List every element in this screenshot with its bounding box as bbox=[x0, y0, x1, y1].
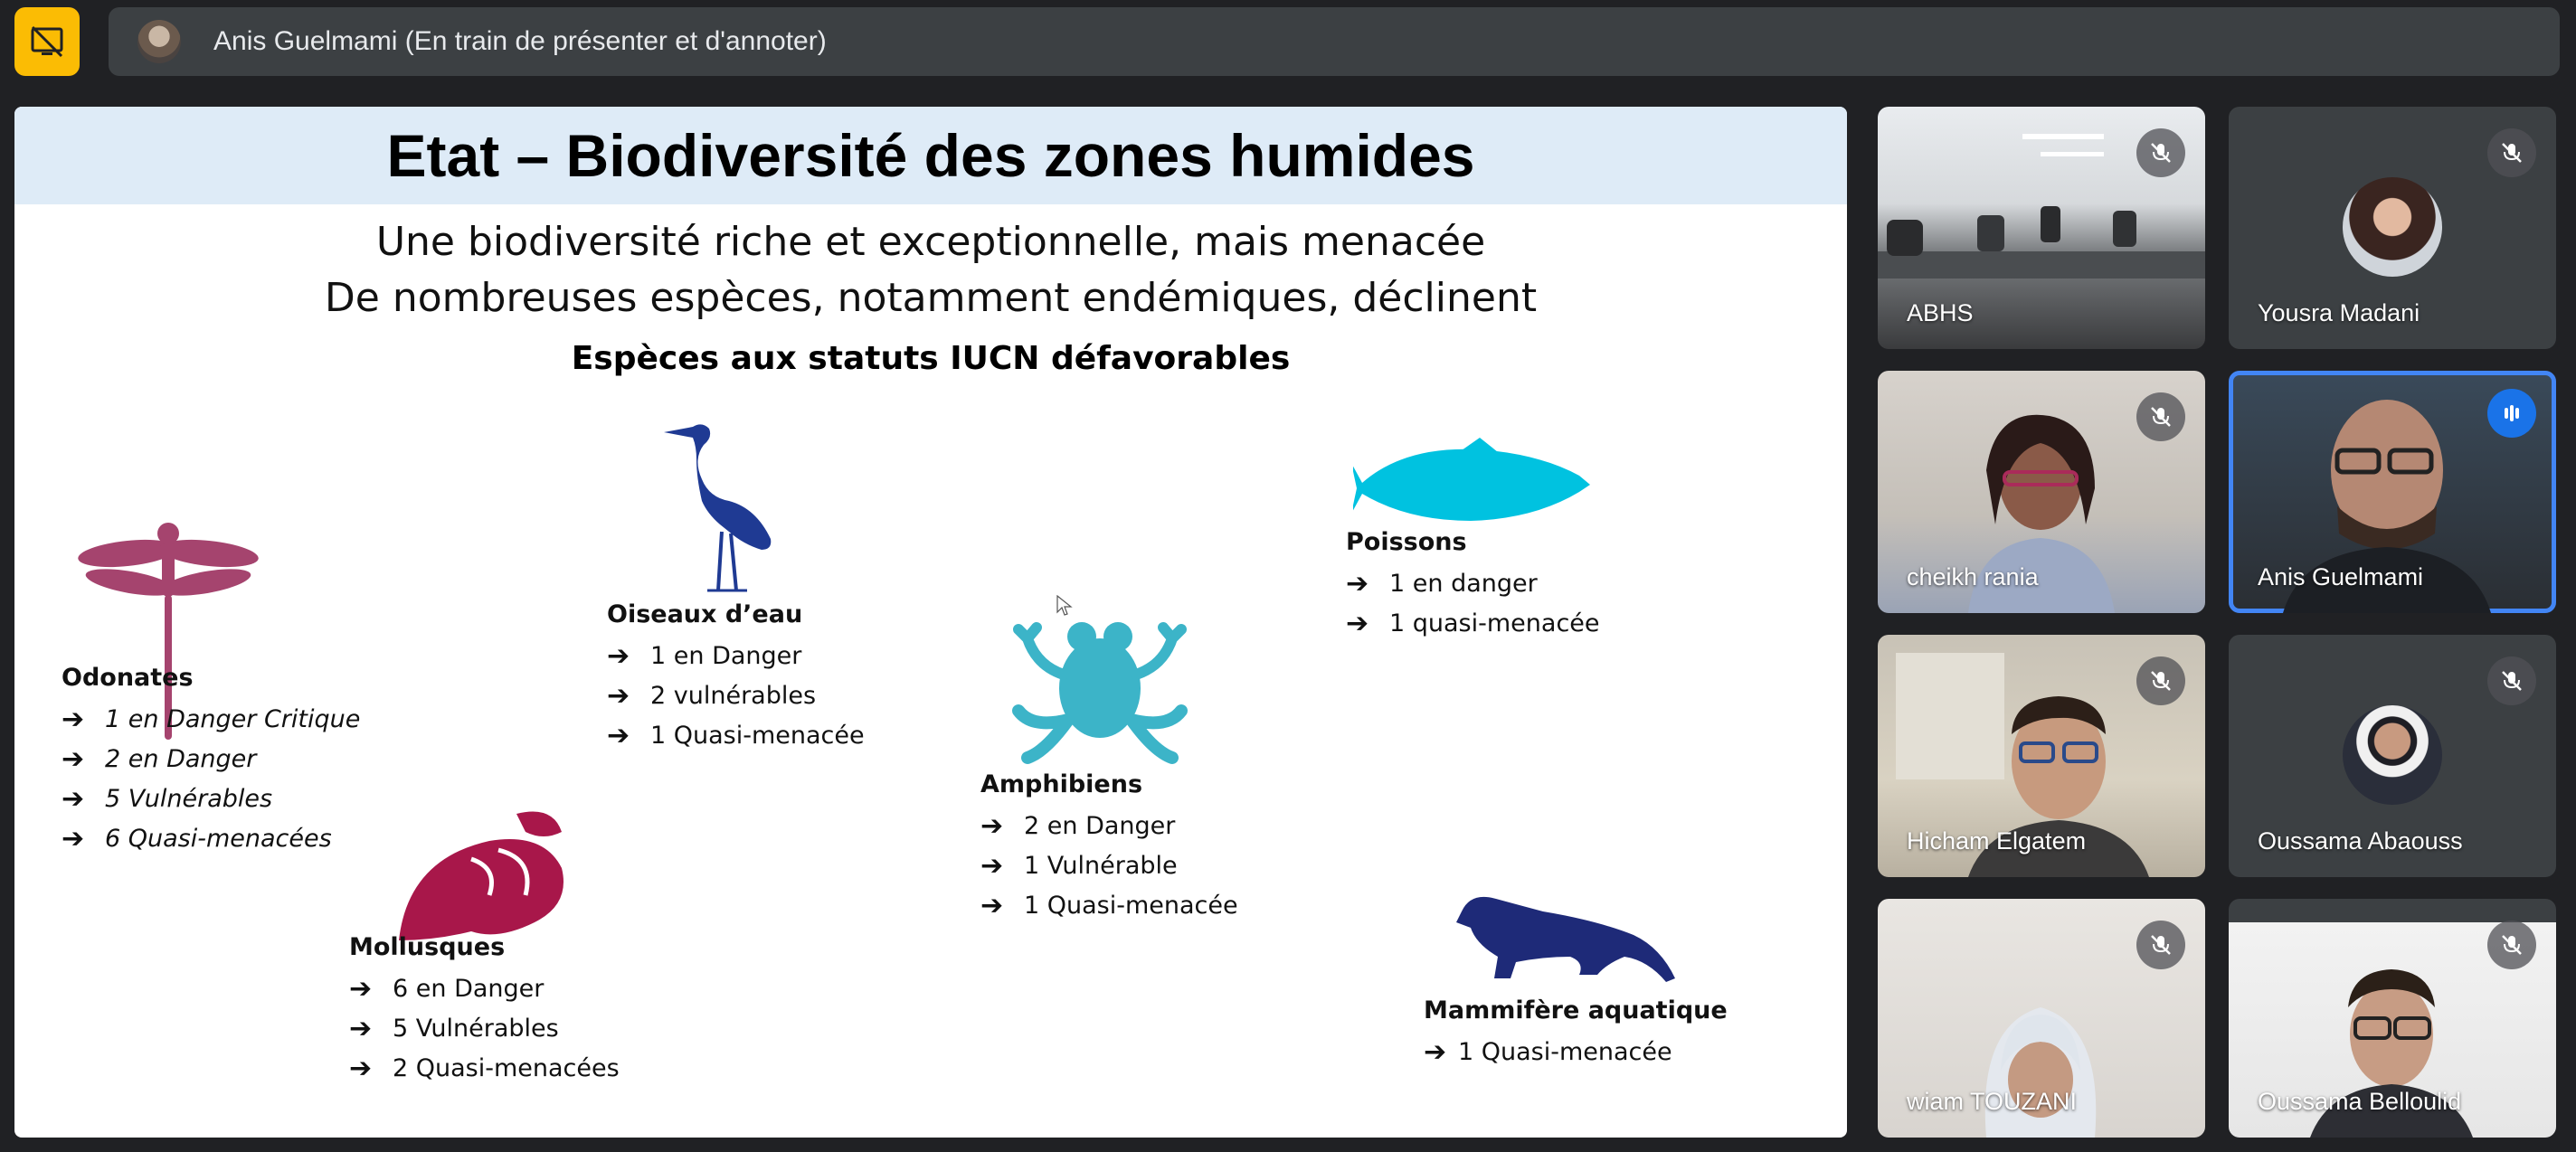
participant-name: Oussama Abaouss bbox=[2258, 827, 2463, 855]
participant-name: Hicham Elgatem bbox=[1907, 827, 2087, 855]
group-title: Mammifère aquatique bbox=[1424, 996, 1728, 1025]
avatar bbox=[2343, 177, 2442, 277]
mollusc-icon bbox=[381, 805, 580, 949]
muted-mic-icon bbox=[2487, 656, 2536, 705]
participant-name: wiam TOUZANI bbox=[1907, 1088, 2078, 1115]
group-odonates bbox=[62, 664, 405, 858]
list-item: ➔ 1 en danger bbox=[1346, 567, 1538, 600]
fish-icon bbox=[1353, 438, 1597, 537]
stop-presenting-icon bbox=[29, 24, 65, 60]
list-item: ➔ 1 Quasi-menacée bbox=[980, 889, 1238, 921]
list-item: ➔ 6 en Danger bbox=[349, 972, 545, 1005]
group-title: Mollusques bbox=[349, 933, 506, 961]
list-item: ➔ 2 en Danger bbox=[62, 742, 257, 775]
avatar bbox=[2343, 705, 2442, 805]
slide-subtitle-2: De nombreuses espèces, notamment endémiques, déclinent bbox=[324, 275, 1538, 321]
frog-icon bbox=[1009, 602, 1190, 765]
arrow-icon: ➔ bbox=[607, 639, 630, 672]
arrow-icon: ➔ bbox=[980, 809, 1004, 842]
arrow-icon: ➔ bbox=[980, 889, 1004, 921]
list-item: ➔ 1 en Danger bbox=[607, 639, 802, 672]
participant-tile[interactable] bbox=[1878, 899, 2205, 1138]
arrow-icon: ➔ bbox=[62, 822, 85, 855]
arrow-icon: ➔ bbox=[349, 1012, 373, 1044]
arrow-icon: ➔ bbox=[349, 1052, 373, 1084]
muted-mic-icon bbox=[2136, 921, 2185, 969]
slide-subtitle-1: Une biodiversité riche et exceptionnelle, mais menacée bbox=[375, 219, 1486, 265]
mouse-cursor-icon bbox=[1056, 595, 1073, 617]
group-title: Odonates bbox=[62, 664, 194, 692]
participant-tile[interactable] bbox=[1878, 107, 2205, 349]
slide-title-band bbox=[14, 107, 1847, 204]
participant-tile[interactable] bbox=[2229, 107, 2556, 349]
list-item: ➔ 2 Quasi-menacées bbox=[349, 1052, 620, 1084]
stop-presenting-button[interactable] bbox=[14, 7, 80, 76]
list-item: ➔ 5 Vulnérables bbox=[62, 782, 273, 815]
presenter-name: Anis Guelmami (En train de présenter et d'annoter) bbox=[213, 26, 827, 56]
participant-tile-active-speaker[interactable] bbox=[2229, 371, 2556, 613]
list-item: ➔ 1 Vulnérable bbox=[980, 849, 1178, 882]
arrow-icon: ➔ bbox=[1346, 567, 1369, 600]
list-item: ➔ 5 Vulnérables bbox=[349, 1012, 559, 1044]
list-item: ➔ 1 quasi-menacée bbox=[1346, 607, 1600, 639]
arrow-icon: ➔ bbox=[1346, 607, 1369, 639]
list-item: ➔ 6 Quasi-menacées bbox=[62, 822, 332, 855]
arrow-icon: ➔ bbox=[62, 782, 85, 815]
group-mammifere bbox=[1424, 996, 1785, 1072]
speaking-indicator-icon bbox=[2487, 389, 2536, 438]
group-title: Oiseaux d’eau bbox=[607, 600, 803, 628]
participant-tile[interactable] bbox=[2229, 635, 2556, 877]
group-amphibiens bbox=[980, 770, 1306, 925]
arrow-icon: ➔ bbox=[1424, 1035, 1447, 1068]
group-title: Poissons bbox=[1346, 528, 1467, 556]
presenter-bar bbox=[109, 7, 2560, 76]
participant-tile[interactable] bbox=[2229, 899, 2556, 1138]
muted-mic-icon bbox=[2487, 921, 2536, 969]
group-title: Amphibiens bbox=[980, 770, 1143, 798]
slide-section-title: Espèces aux statuts IUCN défavorables bbox=[571, 340, 1291, 377]
list-item: ➔ 2 vulnérables bbox=[607, 679, 817, 712]
otter-icon bbox=[1453, 884, 1679, 988]
group-poissons bbox=[1346, 528, 1672, 643]
slide-title: Etat – Biodiversité des zones humides bbox=[386, 122, 1475, 189]
participant-name: Oussama Belloulid bbox=[2258, 1088, 2462, 1115]
group-oiseaux bbox=[607, 600, 933, 755]
arrow-icon: ➔ bbox=[62, 742, 85, 775]
participant-name: Anis Guelmami bbox=[2258, 563, 2424, 590]
arrow-icon: ➔ bbox=[62, 703, 85, 735]
group-mollusques bbox=[349, 933, 675, 1088]
muted-mic-icon bbox=[2487, 128, 2536, 177]
list-item: ➔ 1 Quasi-menacée bbox=[607, 719, 865, 751]
arrow-icon: ➔ bbox=[349, 972, 373, 1005]
participant-name: cheikh rania bbox=[1907, 563, 2039, 590]
heron-icon bbox=[657, 414, 792, 595]
participant-name: ABHS bbox=[1907, 299, 1974, 326]
participant-name: Yousra Madani bbox=[2258, 299, 2420, 326]
arrow-icon: ➔ bbox=[980, 849, 1004, 882]
participant-tile[interactable] bbox=[1878, 635, 2205, 877]
presenter-avatar bbox=[137, 20, 181, 63]
participant-tile[interactable] bbox=[1878, 371, 2205, 613]
list-item: ➔ 1 en Danger Critique bbox=[62, 703, 361, 735]
muted-mic-icon bbox=[2136, 128, 2185, 177]
list-item: ➔ 1 Quasi-menacée bbox=[1424, 1035, 1672, 1068]
arrow-icon: ➔ bbox=[607, 679, 630, 712]
muted-mic-icon bbox=[2136, 392, 2185, 441]
arrow-icon: ➔ bbox=[607, 719, 630, 751]
presentation-slide bbox=[14, 107, 1847, 1138]
list-item: ➔ 2 en Danger bbox=[980, 809, 1176, 842]
muted-mic-icon bbox=[2136, 656, 2185, 705]
